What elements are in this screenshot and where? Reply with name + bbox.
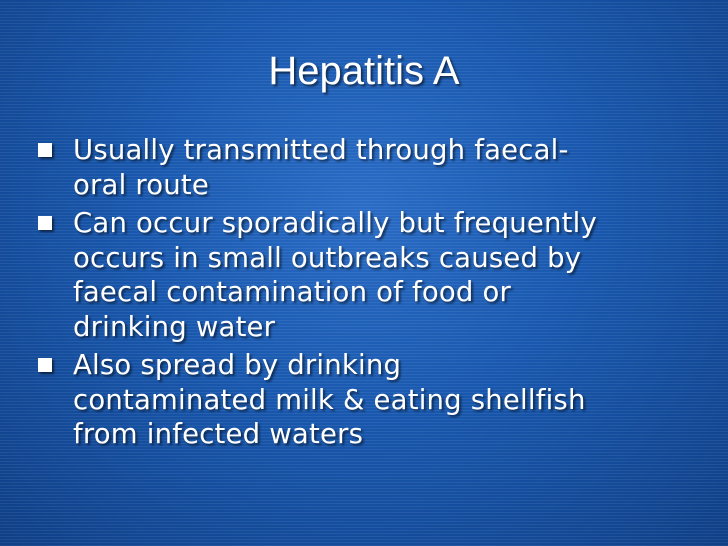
bullet-line: oral route bbox=[73, 168, 210, 201]
bullet-line: faecal contamination of food or bbox=[73, 276, 512, 308]
bullet-line: contaminated milk & eating shellfish bbox=[73, 383, 586, 416]
bullet-item bbox=[38, 133, 710, 202]
bullet-item bbox=[38, 348, 710, 452]
square-bullet-icon bbox=[38, 358, 52, 372]
bullet-line: Usually transmitted through faecal- bbox=[73, 134, 569, 166]
bullet-line: Also spread by drinking bbox=[73, 349, 402, 381]
bullet-line: from infected waters bbox=[73, 418, 364, 450]
square-bullet-icon bbox=[38, 216, 52, 230]
bullet-line: occurs in small outbreaks caused by bbox=[73, 241, 582, 274]
square-bullet-icon bbox=[38, 143, 52, 157]
slide-title: Hepatitis A bbox=[268, 49, 460, 93]
bullet-item bbox=[38, 206, 710, 344]
bullet-line: Can occur sporadically but frequently bbox=[73, 207, 597, 239]
bullet-line: drinking water bbox=[73, 310, 276, 343]
bullet-list bbox=[38, 133, 710, 456]
